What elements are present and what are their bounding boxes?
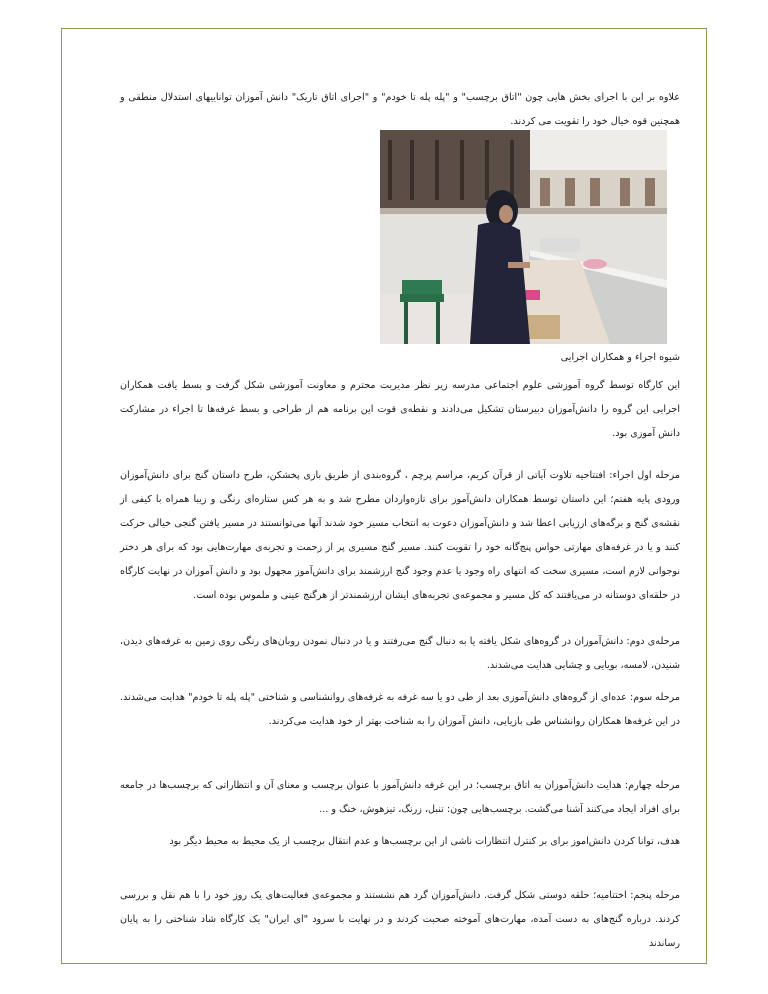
paragraph-3: [120, 630, 680, 678]
paragraph-7-text: مرحله پنجم: اختتامیه؛ حلقه دوستی شکل گرفت. دانش‌آموزان گرد هم نشستند و مجموعه‌ی فعالیت‌های یک روز خود را با هم نقل و بررسی کردند. درباره گنج‌های به دست آمده، مهارت‌های آموخته صحبت کردند و در نهایت با سرود "ای ایران" یک کارگاه شاد شناختی را به پایان رساندند: [120, 890, 680, 949]
paragraph-7: [120, 884, 680, 956]
workshop-photo: [380, 130, 667, 344]
section-heading: شیوه اجراء و همکاران اجرایی: [560, 352, 680, 363]
paragraph-3-text: مرحله‌ی دوم: دانش‌آموزان در گروه‌های شکل یافته یا به دنبال گنج می‌رفتند و یا در دنبال نمودن روبان‌های رنگی روی زمین به غرفه‌های دیدن، شنیدن، لامسه، بویایی و چشایی هدایت می‌شدند.: [120, 636, 680, 671]
paragraph-1: [120, 374, 680, 446]
paragraph-6-text: هدف، توانا کردن دانش‌اموز برای بر کنترل انتظارات ناشی از این برچسب‌ها و عدم انتقال برچسب از یک محیط به محیط دیگر بود: [169, 836, 680, 847]
paragraph-2: [120, 464, 680, 608]
paragraph-2-text: مرحله اول اجراء: افتتاحیه تلاوت آیاتی از قرآن کریم، مراسم پرچم ، گروه‌بندی از طریق بازی پخشکن، طرح داستان گنج برای دانش‌آموزان ورودی پایه هفتم؛ این داستان توسط همکاران دانش‌آموز برای تازه‌واردان مطرح شد و به هر کس ستاره‌ای رنگی و زیبا همراه با کیفی از نقشه‌ی گنج و برگه‌های ارزیابی اعطا شد و دانش‌آموزان دعوت به انتخاب مسیر خود شدند آنها می‌توانستند در مسیر یافتن گنجی خیالی حرکت کنند و یا در غرفه‌های مهارتی حواس پنج‌گانه خود را تقویت کنند. مسیر گنج مسیری پر از زحمت و تجربه‌ی مهارت‌هایی بود که برای هر دختر نوجوانی لازم است، مسیری سخت که انتهای راه وجود یا عدم وجود گنج ارزشمند برای دانش‌آموز مجهول بود و دانش آموزان در نهایت کارگاه در حلقه‌ای دوستانه در می‌یافتند که کل مسیر و مجموعه‌ی تجربه‌های ایشان ارزشمندتر از هرگنج عینی و ملموس بوده است.: [120, 470, 680, 601]
body-section: [120, 346, 680, 370]
paragraph-4: [120, 686, 680, 734]
paragraph-5-text: مرحله چهارم: هدایت دانش‌آموزان به اتاق برچسب؛ در این غرفه دانش‌آموز با عنوان برچسب و معنای آن و انتظاراتی که برچسب‌ها در جامعه برای افراد ایجاد می‌کنند آشنا می‌گشت. برچسب‌هایی چون: تنبل، زرنگ، تیزهوش، خنگ و ...: [120, 780, 680, 815]
intro-paragraph: [120, 86, 680, 134]
paragraph-4-text: مرحله سوم: عده‌ای از گروه‌های دانش‌آموزی بعد از طی دو یا سه غرفه به غرفه‌های روانشناسی و شناختی "پله پله تا خودم" هدایت می‌شدند. در این غرفه‌ها همکاران روانشناس طی بازیایی، دانش آموزان را به شناخت بهتر از خود هدایت می‌کردند.: [120, 692, 680, 727]
paragraph-5: [120, 774, 680, 822]
paragraph-1-text: این کارگاه توسط گروه آموزشی علوم اجتماعی مدرسه زیر نظر مدیریت محترم و معاونت آموزشی شکل گرفت و بسط یافت همکاران اجرایی این گروه را دانش‌آموزان دبیرستان تشکیل می‌دادند و نقطه‌ی قوت این برنامه هم از طراحی و بسط غرفه‌ها تا اجراء در مشارکت دانش آموزی بود.: [120, 380, 680, 439]
intro-text: علاوه بر این با اجرای بخش هایی چون "اتاق برچسب" و "پله پله تا خودم" و "اجرای اتاق تاریک" دانش آموزان تواناییهای استدلال منطقی و همچنین قوه خیال خود را تقویت می کردند.: [120, 92, 680, 127]
workshop-photo-illustration: [380, 130, 667, 344]
paragraph-6: [120, 830, 680, 854]
